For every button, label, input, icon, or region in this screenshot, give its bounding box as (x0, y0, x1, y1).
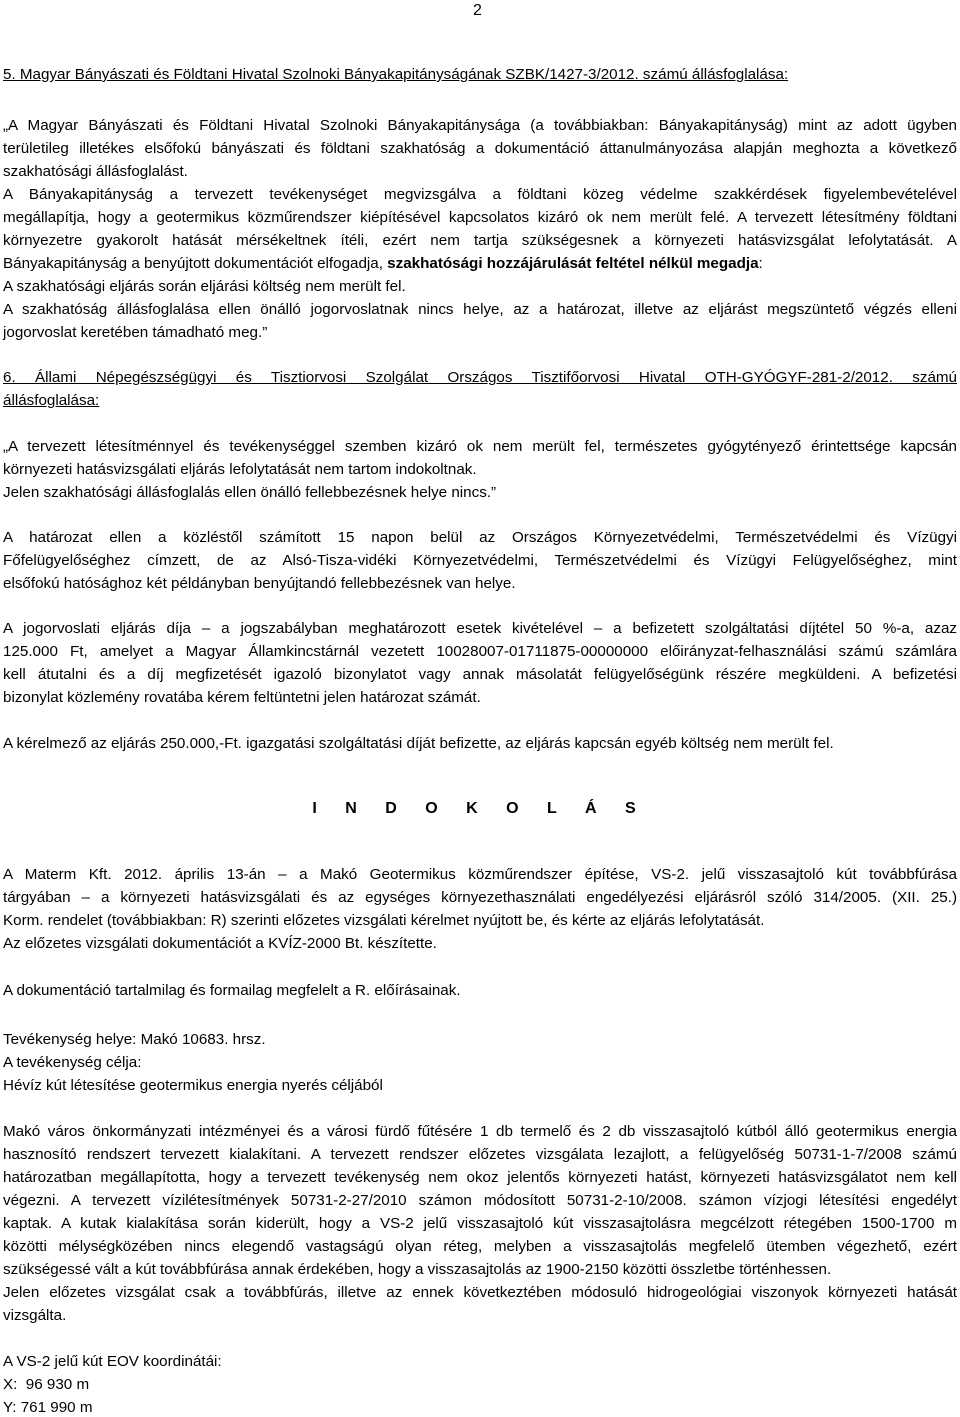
fee-line-2: 125.000 Ft, amelyet a Magyar Államkincstárnál vezetett 10028007-01711875-00000000 előirányzat-felhasználási számú számlára (3, 643, 957, 660)
doc-compliance: A dokumentáció tartalmilag és formailag megfelelt a R. előírásainak. (3, 982, 461, 999)
site-line-3: Hévíz kút létesítése geotermikus energia nyerés céljából (3, 1077, 383, 1094)
appeal-line-2: Főfelügyelőséghez címzett, de az Alsó-Tisza-vidéki Környezetvédelmi, Természetvédelmi és Vízügyi Felügyelőséghez, mint (3, 552, 957, 569)
s5-line-4: A Bányakapitányság a tervezett tevékenységet megvizsgálva a földtani közeg védelme szakkérdések figyelembevételével (3, 186, 957, 203)
s5-line-10: jogorvoslat keretében támadható meg.” (3, 324, 268, 341)
fee-line-1: A jogorvoslati eljárás díja – a jogszabályban meghatározott esetek kivételével – a befizetett szolgáltatási díjtétel 50 %-a, azaz (3, 620, 957, 637)
body-line-3: határozatban megállapította, hogy a tervezett tevékenység nem okoz jelentős környezeti hatást, környezeti hatásvizsgálatot nem kell (3, 1169, 957, 1186)
s6-line-3: Jelen szakhatósági állásfoglalás ellen önálló fellebbezésnek helye nincs.” (3, 484, 497, 501)
s6-line-1: „A tervezett létesítménnyel és tevékenységgel szemben kizáró ok nem merült fel, természetes gyógytényező érintettsége kapcsán (3, 438, 957, 455)
body-line-4: végezni. A tervezett vízilétesítmények 50731-2-27/2010 számon módosított 50731-2-10/2008. számon vízjogi létesítési engedélyt (3, 1192, 957, 1209)
page-number: 2 (473, 2, 482, 19)
s5-line-5: megállapítja, hogy a geotermikus közműrendszer kiépítésével kapcsolatos kizáró ok nem merült felé. A tervezett létesítmény földtani (3, 209, 957, 226)
fee-line-4: bizonylat közlemény rovatába kérem feltüntetni jelen határozat számát. (3, 689, 481, 706)
body-line-2: hasznosító rendszert tervezett kialakítani. A tervezett rendszer előzetes vizsgálata lezajlott, a felügyelőség 50731-1-7/2008 számú (3, 1146, 957, 1163)
fee-line-3: kell átutalni és a díj megfizetését igazoló bizonylatot vagy annak másolatát felügyelőségünk részére megküldeni. A befizetési (3, 666, 957, 683)
body-line-1: Makó város önkormányzati intézményei és a városi fürdő fűtésére 1 db termelő és 2 db visszasajtoló kútból álló geotermikus energia (3, 1123, 957, 1140)
body-line-9: vizsgálta. (3, 1307, 67, 1324)
body-line-8: Jelen előzetes vizsgálat csak a továbbfúrás, illetve az ennek következtében módosuló hidrogeológiai viszonyok környezeti hatását (3, 1284, 957, 1301)
section-6-title: 6. Állami Népegészségügyi és Tisztiorvosi Szolgálat Országos Tisztifőorvosi Hivatal OTH-GYÓGYF-281-2/2012. számú (3, 369, 957, 386)
body-line-5: kaptak. A kutak kialakítása során kiderült, hogy a VS-2 jelű visszasajtoló kút visszasajtolásra megcélzott rétegében 1500-1700 m (3, 1215, 957, 1232)
section-5-title: 5. Magyar Bányászati és Földtani Hivatal Szolnoki Bányakapitányságának SZBK/1427-3/2012. számú állásfoglalása: (3, 66, 789, 83)
s6-line-2: környezeti hatásvizsgálati eljárás lefolytatását nem tartom indokoltnak. (3, 461, 477, 478)
s5-line-6: környezetre gyakorolt hatását mérsékeltnek ítéli, ezért nem tartja szükségesnek a környezeti hatásvizsgálat lefolytatását. A (3, 232, 957, 249)
reason-line-4: Az előzetes vizsgálati dokumentációt a KVÍZ-2000 Bt. készítette. (3, 935, 437, 952)
reason-line-3: Korm. rendelet (továbbiakban: R) szerinti előzetes vizsgálati kérelmet nyújtott be, és kérte az eljárás lefolytatását. (3, 912, 765, 929)
s5-line-9: A szakhatóság állásfoglalása ellen önálló jogorvoslatnak nincs helye, az a határozat, illetve az eljárást megszüntető végzés elleni (3, 301, 957, 318)
s5-line-8: A szakhatósági eljárás során eljárási költség nem merült fel. (3, 278, 406, 295)
site-line-2: A tevékenység célja: (3, 1054, 142, 1071)
coord-y: Y: 761 990 m (3, 1399, 93, 1416)
cost-statement: A kérelmező az eljárás 250.000,-Ft. igazgatási szolgáltatási díját befizette, az eljárás kapcsán egyéb költség nem merült fel. (3, 735, 834, 752)
s5-line-7 (3, 255, 763, 272)
coords-heading: A VS-2 jelű kút EOV koordinátái: (3, 1353, 222, 1370)
s5-line-7a: Bányakapitányság a benyújtott dokumentációt elfogadja, (3, 255, 388, 272)
coord-x: X: 96 930 m (3, 1376, 90, 1393)
reasoning-heading: I N D O K O L Á S (312, 800, 648, 817)
body-line-7: szükségessé vált a kút továbbfúrása annak érdekében, hogy a visszasajtolás az 1900-2150 közötti összletbe történhessen. (3, 1261, 832, 1278)
body-line-6: közötti mélységközében nincs elegendő vastagságú olyan réteg, melyben a visszasajtolás megfelelő ütemben végezhető, ezért (3, 1238, 957, 1255)
site-line-1: Tevékenység helye: Makó 10683. hrsz. (3, 1031, 266, 1048)
s5-line-3: szakhatósági állásfoglalást. (3, 163, 188, 180)
s5-decision-bold: szakhatósági hozzájárulását feltétel nélkül megadja (387, 255, 759, 272)
s5-line-1: „A Magyar Bányászati és Földtani Hivatal Szolnoki Bányakapitánysága (a továbbiakban: Bányakapitányság) mint az adott ügyben (3, 117, 957, 134)
section-6-title-2: állásfoglalása: (3, 392, 100, 409)
reason-line-2: tárgyában – a környezeti hatásvizsgálati és az egységes környezethasználati engedélyezési eljárásról szóló 314/2005. (XII. 25.) (3, 889, 957, 906)
s5-line-2: területileg illetékes elsőfokú bányászati és földtani szakhatóság a dokumentáció áttanulmányozása alapján meghozta a következő (3, 140, 957, 157)
appeal-line-1: A határozat ellen a közléstől számított 15 napon belül az Országos Környezetvédelmi, Természetvédelmi és Vízügyi (3, 529, 957, 546)
appeal-line-3: elsőfokú hatósághoz két példányban benyújtandó fellebbezésnek van helye. (3, 575, 516, 592)
s5-line-7c: : (758, 255, 763, 272)
reason-line-1: A Materm Kft. 2012. április 13-án – a Makó Geotermikus közműrendszer építése, VS-2. jelű visszasajtoló kút továbbfúrása (3, 866, 957, 883)
